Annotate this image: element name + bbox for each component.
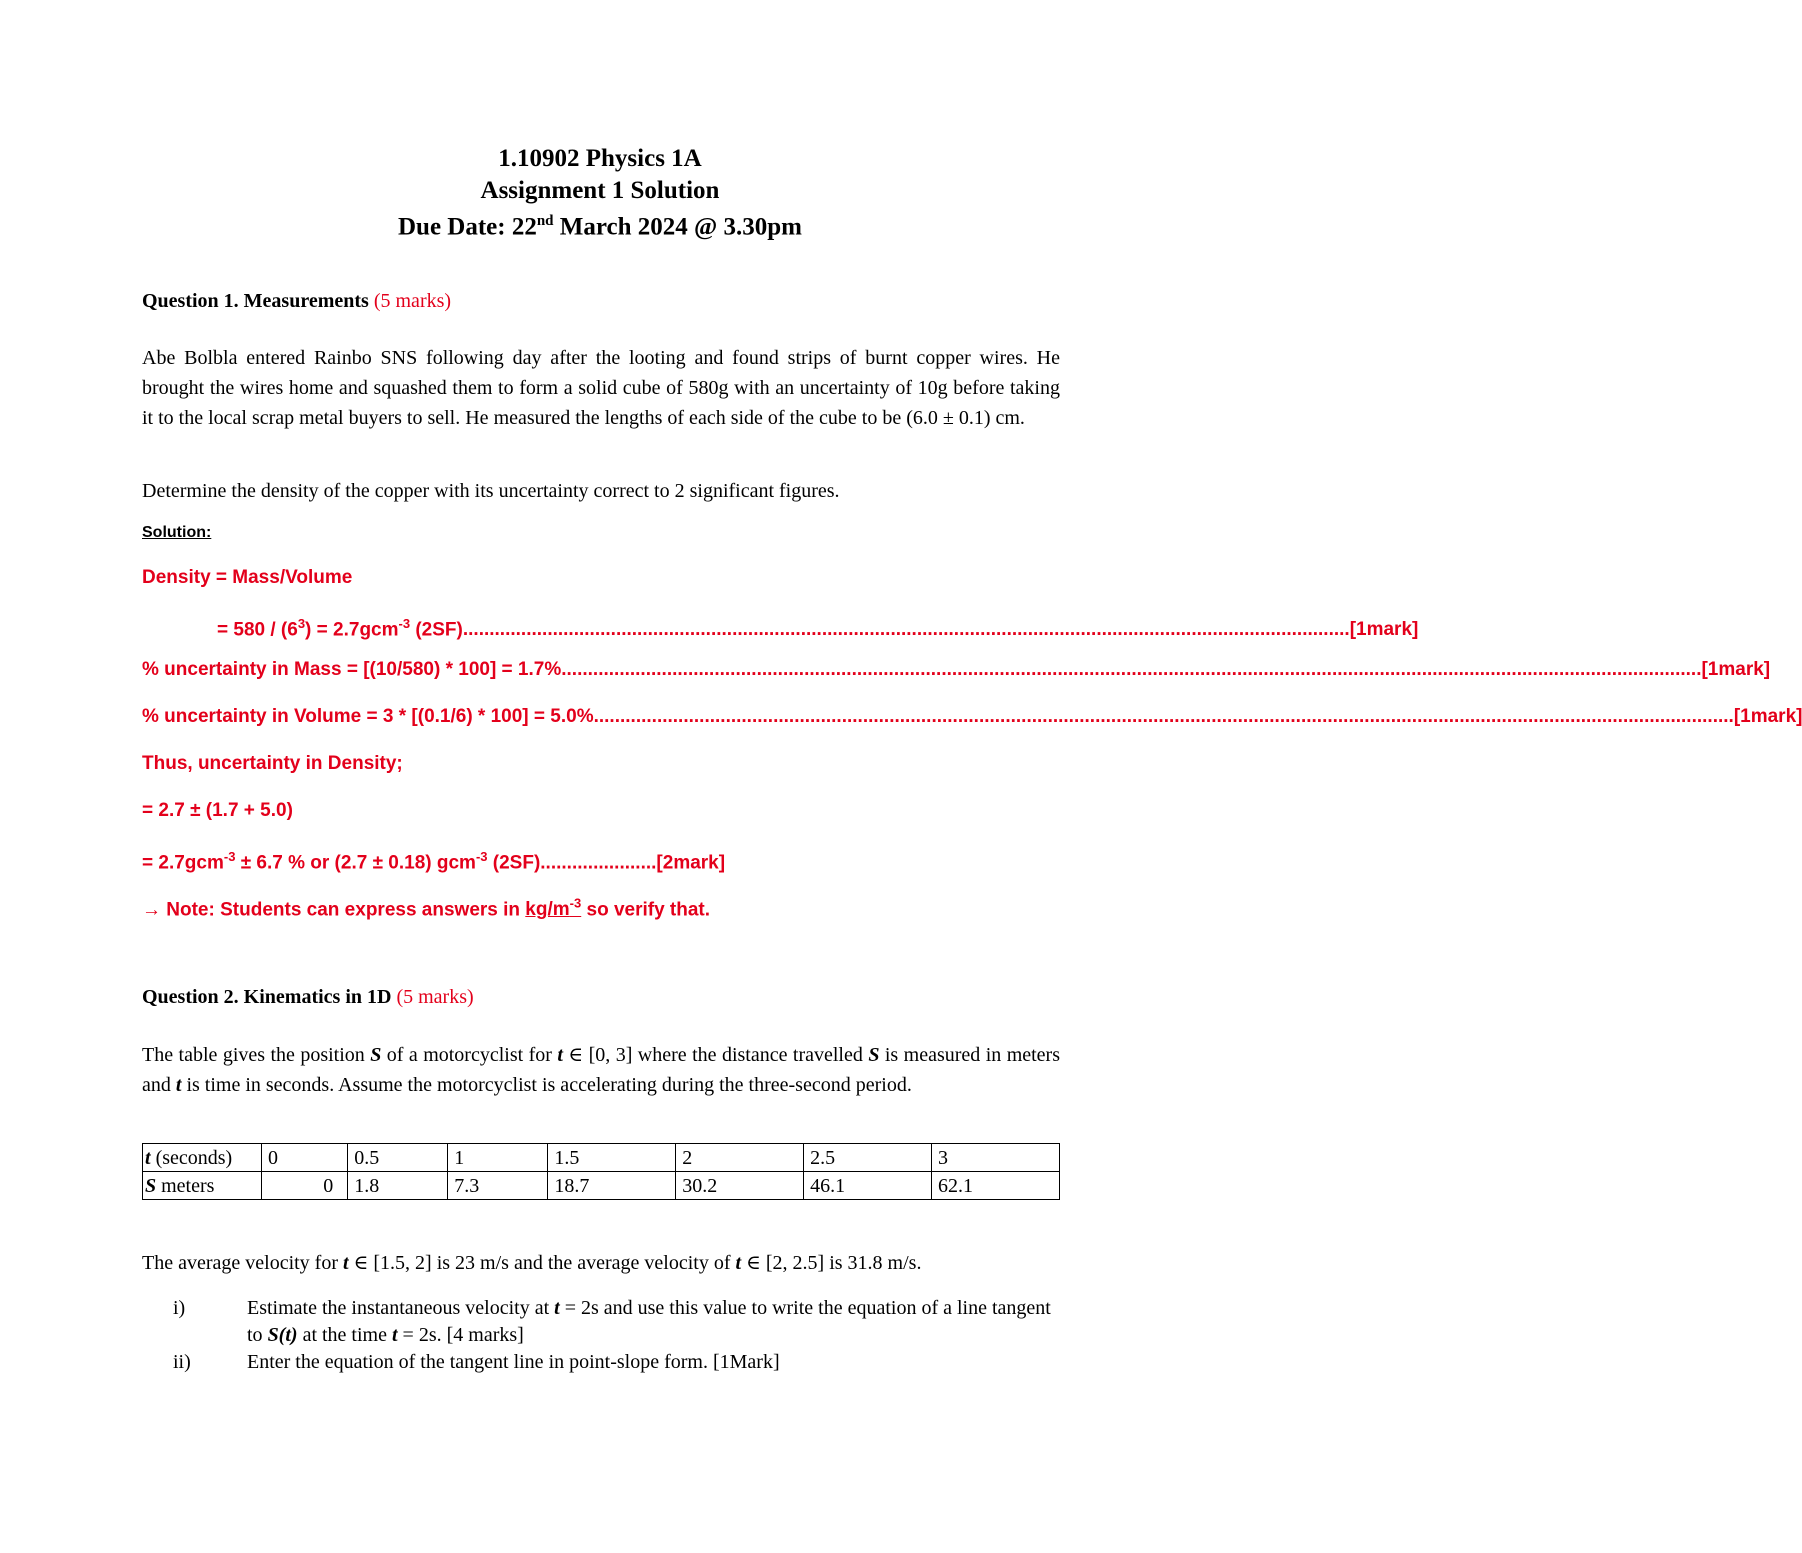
solution-volume-uncertainty bbox=[142, 705, 1802, 729]
leader-dots bbox=[594, 705, 1734, 729]
item1-text-b: = 2s and use this value to write the equation of a line tangent to bbox=[247, 1297, 1051, 1346]
table-cell: 7.3 bbox=[448, 1172, 548, 1200]
table-cell: 1.8 bbox=[348, 1172, 448, 1200]
final-a: = 2.7gcm bbox=[142, 852, 224, 874]
due-date-suffix: March 2024 @ 3.30pm bbox=[553, 213, 803, 241]
table-cell: 1.5 bbox=[548, 1144, 676, 1172]
avg-var-t: t bbox=[343, 1252, 349, 1274]
solution-thus-line: Thus, uncertainty in Density; bbox=[142, 753, 403, 774]
final-sup2: -3 bbox=[475, 849, 488, 864]
table-cell: 30.2 bbox=[676, 1172, 804, 1200]
question-2-heading bbox=[142, 984, 474, 1010]
table-cell: 0 bbox=[262, 1172, 348, 1200]
due-date bbox=[0, 206, 1200, 242]
leader-dots bbox=[561, 658, 1701, 682]
q2-text-a: The table gives the position bbox=[142, 1044, 371, 1066]
q2-var-S: S bbox=[370, 1044, 382, 1066]
list-item bbox=[142, 1295, 1060, 1349]
due-date-sup: nd bbox=[536, 213, 554, 229]
table-row-position bbox=[143, 1172, 1060, 1200]
course-title: 1.10902 Physics 1A bbox=[498, 145, 702, 172]
table-cell: 2.5 bbox=[804, 1144, 932, 1172]
final-b: ± 6.7 % or (2.7 ± 0.18) gcm bbox=[235, 852, 476, 874]
arrow-right-icon: → bbox=[142, 899, 161, 921]
position-unit: meters bbox=[156, 1174, 215, 1197]
q2-text-d: is measured in meters and bbox=[142, 1044, 1061, 1096]
question-2-marks: (5 marks) bbox=[396, 986, 474, 1008]
item1-text-d: = 2s. [4 marks] bbox=[397, 1324, 524, 1346]
table-cell: 1 bbox=[448, 1144, 548, 1172]
mass-uncertainty-text: % uncertainty in Mass = [(10/580) * 100] = 1.7% bbox=[142, 659, 562, 680]
density-calc-a: = 580 / (6 bbox=[217, 619, 298, 641]
mark-1: [1mark] bbox=[1349, 619, 1419, 641]
time-var: t bbox=[145, 1146, 151, 1169]
question-2-paragraph bbox=[142, 1040, 1060, 1100]
table-cell: 0.5 bbox=[348, 1144, 448, 1172]
question-1-marks: (5 marks) bbox=[373, 290, 452, 312]
table-cell: 46.1 bbox=[804, 1172, 932, 1200]
solution-density-formula: Density = Mass/Volume bbox=[142, 567, 353, 588]
solution-final-answer bbox=[142, 845, 725, 875]
avg-var-t2: t bbox=[735, 1252, 742, 1274]
table-cell: 62.1 bbox=[932, 1172, 1060, 1200]
item1-var-t2: t bbox=[391, 1324, 398, 1346]
solution-sum-line: = 2.7 ± (1.7 + 5.0) bbox=[142, 800, 293, 821]
question-1-paragraph: Abe Bolbla entered Rainbo SNS following day after the looting and found strips of burnt copper wires. He brought the wires home and squashed them to form a solid cube of 580g with an uncertainty of 10g before taking it to the local scrap metal buyers to sell. He measured the lengths of each side of the cube to be (6.0 ± 0.1) cm. bbox=[142, 347, 1060, 429]
question-1-task: Determine the density of the copper with its uncertainty correct to 2 significant figures. bbox=[142, 480, 840, 502]
list-item bbox=[142, 1349, 1060, 1376]
density-calc bbox=[217, 612, 463, 642]
table-cell: 0 bbox=[262, 1144, 348, 1172]
density-calc-c: (2SF) bbox=[410, 619, 463, 641]
list-item-number: ii) bbox=[173, 1351, 191, 1373]
table-row-header bbox=[143, 1144, 262, 1172]
average-velocity-text bbox=[142, 1250, 921, 1276]
avg-text-a: The average velocity for bbox=[142, 1252, 344, 1274]
position-table bbox=[142, 1143, 1060, 1200]
q2-var-t2: t bbox=[175, 1074, 182, 1096]
note-unit-sup: -3 bbox=[569, 896, 582, 911]
item2-text: Enter the equation of the tangent line in point-slope form. [1Mark] bbox=[247, 1351, 780, 1373]
time-unit: (seconds) bbox=[150, 1146, 233, 1169]
avg-text-c: ∈ [2, 2.5] is 31.8 m/s. bbox=[741, 1252, 922, 1274]
table-cell: 18.7 bbox=[548, 1172, 676, 1200]
assignment-title: Assignment 1 Solution bbox=[480, 177, 720, 204]
table-cell: 2 bbox=[676, 1144, 804, 1172]
note-unit-text: kg/m bbox=[525, 899, 570, 921]
mark-4: [2mark] bbox=[656, 852, 726, 874]
note-unit bbox=[525, 896, 582, 921]
position-var: S bbox=[145, 1174, 157, 1197]
due-date-prefix: Due Date: 22 bbox=[397, 213, 537, 241]
avg-text-b: ∈ [1.5, 2] is 23 m/s and the average velocity of bbox=[348, 1252, 736, 1274]
question-1-heading bbox=[142, 288, 451, 314]
mark-2: [1mark] bbox=[1701, 659, 1771, 680]
q2-text-b: of a motorcyclist for bbox=[381, 1044, 558, 1066]
table-cell: 3 bbox=[932, 1144, 1060, 1172]
table-row-header bbox=[143, 1172, 262, 1200]
item1-text-a: Estimate the instantaneous velocity at bbox=[247, 1297, 555, 1319]
item1-var-S: S(t) bbox=[267, 1324, 298, 1346]
sub-question-list bbox=[142, 1295, 1060, 1376]
note-text-a: Note: Students can express answers in bbox=[161, 899, 526, 921]
q2-var-S2: S bbox=[868, 1044, 880, 1066]
list-item-number: i) bbox=[173, 1297, 186, 1319]
q2-var-t: t bbox=[557, 1044, 563, 1066]
q2-text-e: is time in seconds. Assume the motorcyclist is accelerating during the three-second period. bbox=[181, 1074, 912, 1096]
question-2-title: Question 2. Kinematics in 1D bbox=[142, 986, 392, 1008]
leader-dots: ........................................................................................................................................................................ bbox=[462, 619, 1350, 641]
solution-mass-uncertainty bbox=[142, 658, 1771, 682]
table-row-time bbox=[143, 1144, 1060, 1172]
density-calc-sup: 3 bbox=[297, 616, 306, 631]
note-text-b: so verify that. bbox=[581, 899, 711, 921]
mark-3: [1mark] bbox=[1733, 706, 1802, 727]
density-calc-sup2: -3 bbox=[398, 616, 411, 631]
question-1-title: Question 1. Measurements bbox=[142, 290, 369, 312]
final-c: (2SF) bbox=[487, 852, 541, 874]
solution-label: Solution: bbox=[142, 524, 212, 541]
final-dots: ...................... bbox=[540, 852, 657, 874]
solution-density-value bbox=[217, 612, 1419, 642]
final-sup: -3 bbox=[223, 849, 236, 864]
item1-var-t: t bbox=[554, 1297, 560, 1319]
solution-note bbox=[142, 892, 710, 922]
q2-text-c: ∈ [0, 3] where the distance travelled bbox=[562, 1044, 869, 1066]
item1-text-c: at the time bbox=[297, 1324, 392, 1346]
density-calc-b: ) = 2.7gcm bbox=[305, 619, 399, 641]
volume-uncertainty-text: % uncertainty in Volume = 3 * [(0.1/6) * 100] = 5.0% bbox=[142, 706, 594, 727]
